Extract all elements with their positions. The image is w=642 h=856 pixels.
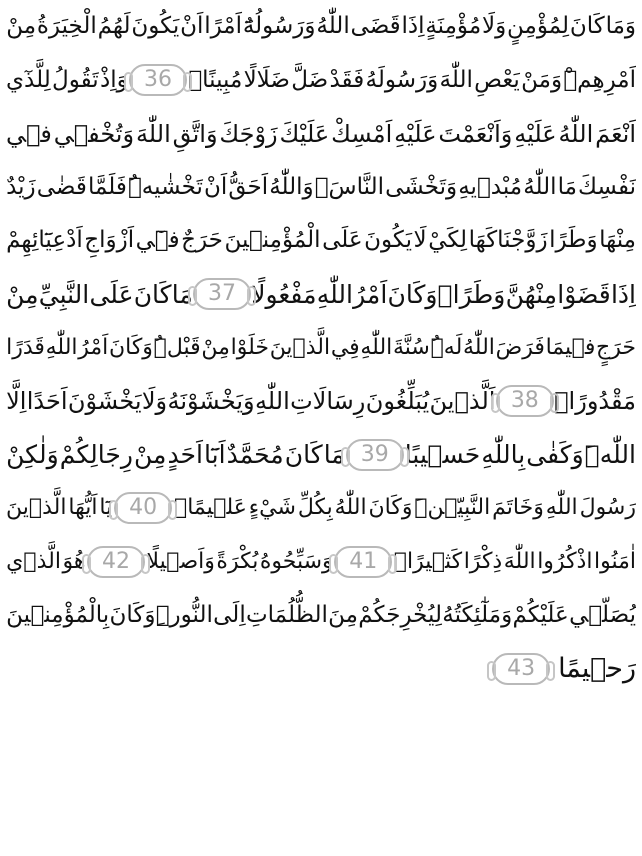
verse-word: مِنَ <box>328 601 358 628</box>
verse-word: كَانَ <box>284 440 323 470</box>
verse-word: يُصَلّٖي <box>569 601 636 628</box>
verse-word: اَنْ <box>203 173 228 200</box>
verse-word: عَلَيْكُمْ <box>512 601 569 628</box>
verse-word: لِكَيْ <box>428 227 468 254</box>
verse-word: اَحَدًا <box>26 387 68 416</box>
verse-word: اَيُّهَا <box>68 495 98 521</box>
ayah-number-marker: 37 <box>193 278 251 310</box>
text-line <box>6 0 636 54</box>
verse-word: مُبْدٖيهِ <box>458 173 523 200</box>
verse-word: فَلَمَّا <box>87 173 127 200</box>
verse-word: مِنْ <box>133 440 167 470</box>
verse-word: وَاَنْعَمْتَ <box>438 119 513 148</box>
ayah-number-marker: 43 <box>492 653 550 685</box>
verse-word: قَضٰى <box>36 173 87 200</box>
verse-word: مَا <box>323 440 345 470</box>
text-line <box>6 54 636 108</box>
verse-word: وَخَاتَمَ <box>492 495 544 521</box>
verse-word: مِنْ <box>6 13 37 40</box>
verse-word: اللّٰهَ <box>503 548 536 574</box>
verse-word: كَثٖيرًاۙ <box>393 548 463 574</box>
verse-word: بِالْمُؤْمِنٖينَ <box>6 601 110 628</box>
verse-word: عَلٖيمًا۟ <box>174 495 247 521</box>
verse-word: وَتَخْشَى <box>385 173 458 200</box>
verse-word: مِنْ <box>6 279 39 309</box>
verse-word: قَضَى <box>350 13 401 40</box>
verse-word: وَطَرًا <box>549 227 598 254</box>
verse-word: وَيَخْشَوْنَهُ <box>167 387 255 416</box>
verse-word: فٖٓي <box>135 227 180 254</box>
verse-word: وَكَانَ <box>368 495 413 521</box>
verse-word: لَهُمُ <box>97 13 131 40</box>
verse-word: اَحَدٍ <box>167 440 203 470</box>
ayah-number-marker: 41 <box>334 546 392 578</box>
verse-word: اَمْرُ <box>78 334 109 360</box>
verse-word: اللّٰهُ <box>316 13 350 40</box>
text-line <box>6 482 636 536</box>
verse-word: خَلَوْا <box>230 334 269 360</box>
verse-word: اِذَا <box>401 13 425 40</box>
verse-word: يُبَلِّغُونَ <box>365 387 430 416</box>
verse-word: اللّٰهَ <box>135 119 171 148</box>
verse-word: وَاِذْ <box>99 66 128 93</box>
verse-word: النَّبِيّٖنَۜ <box>414 495 491 521</box>
verse-word: رِجَالِكُمْ <box>59 440 133 470</box>
verse-word: وَمَلٰٓئِكَتُهُ <box>442 601 513 628</box>
verse-word: الَّذٖي <box>6 548 61 574</box>
text-line <box>6 268 636 322</box>
verse-word: يَعْصِ <box>474 66 520 93</box>
verse-word: اللّٰهُ <box>523 173 557 200</box>
verse-word: اَمْسِكْ <box>331 119 393 148</box>
verse-word: فِي <box>330 334 360 360</box>
verse-word: بُكْرَةً <box>216 548 259 574</box>
verse-word: لِمُؤْمِنٍ <box>507 13 570 40</box>
verse-word: ذِكْرًا <box>463 548 503 574</box>
verse-word: وَمَا <box>605 13 636 40</box>
verse-word: اِلَّا <box>6 387 27 416</box>
verse-word: قَبْلُۜ <box>153 334 201 360</box>
verse-word: عَلَيْهِ <box>514 119 557 148</box>
verse-word: يَخْشَوْنَ <box>67 387 142 416</box>
verse-word: وَكَفٰى <box>526 440 584 470</box>
verse-word: فٖي <box>6 119 52 148</box>
verse-word: وَلَا <box>141 387 168 416</box>
verse-word: وَمَنْ <box>521 66 563 93</box>
verse-word: وَطَرًاۜ <box>437 279 506 309</box>
verse-word: حَرَجٍ <box>596 334 636 360</box>
verse-word: مَقْدُورًاۙ <box>554 387 636 416</box>
verse-word: زَوَّجْنَاكَهَا <box>468 227 548 254</box>
verse-word: اَبَٓا <box>204 440 226 470</box>
verse-word: اَلَّذٖينَ <box>429 387 496 416</box>
verse-word: عَلَى <box>322 227 363 254</box>
verse-word: عَلَيْهِ <box>394 119 437 148</box>
verse-word: اللّٰهَ <box>439 66 473 93</box>
verse-word: مَا <box>557 173 577 200</box>
verse-word: اللّٰهِ <box>254 387 290 416</box>
text-line <box>6 589 636 643</box>
verse-word: النُّورِۜ <box>155 601 213 628</box>
verse-word: وَلٰكِنْ <box>6 440 59 470</box>
verse-word: اَدْعِيَٓائِهِمْ <box>6 227 83 254</box>
verse-word: وَاَصٖيلًا <box>146 548 215 574</box>
verse-word: يَٓا <box>99 495 113 521</box>
verse-word: اللّٰهِ <box>545 495 578 521</box>
verse-word: زَيْدٌ <box>6 173 36 200</box>
verse-word: اَمْرًا <box>204 13 242 40</box>
verse-word: النَّبِيِّ <box>38 279 90 309</box>
verse-word: تَقُولُ <box>52 66 99 93</box>
verse-word: مُبِينًاۜ <box>188 66 243 93</box>
ayah-number-marker: 42 <box>87 546 145 578</box>
verse-word: قَضَوْا <box>557 279 611 309</box>
text-line <box>6 161 636 215</box>
verse-word: الَّذٖينَ <box>269 334 331 360</box>
verse-word: اِذَا <box>610 279 636 309</box>
verse-word: وَتُخْفٖي <box>53 119 135 148</box>
verse-word: اَحَقُّ <box>228 173 269 200</box>
verse-word: اذْكُرُوا <box>537 548 593 574</box>
verse-word: الَّذٖينَ <box>6 495 67 521</box>
verse-word: اِلَى <box>213 601 246 628</box>
verse-word: اللّٰهِ <box>360 334 393 360</box>
text-line <box>6 375 636 429</box>
verse-word: رَحٖيمًا <box>558 653 636 685</box>
verse-word: فٖيمَا <box>545 334 596 360</box>
verse-word: اٰمَنُوا <box>593 548 636 574</box>
verse-word: مِنْهُنَّ <box>505 279 558 309</box>
ayah-number-marker: 36 <box>129 64 187 96</box>
verse-word: النَّاسَۚ <box>314 173 384 200</box>
verse-word: سُنَّةَ <box>393 334 430 360</box>
ayah-number-marker: 39 <box>346 439 404 471</box>
verse-word: مَفْعُولًا <box>251 279 317 309</box>
verse-word: كَانَ <box>133 279 172 309</box>
ayah-number-marker: 38 <box>496 385 554 417</box>
verse-word: عَلَيْكَ <box>279 119 330 148</box>
text-line <box>6 535 636 589</box>
verse-word: يَكُونَ <box>131 13 180 40</box>
verse-word: اَنْعَمَ <box>595 119 636 148</box>
verse-word: وَرَسُولُهُٓ <box>242 13 316 40</box>
verse-word: ضَلَّ <box>291 66 329 93</box>
verse-word: الْمُؤْمِنٖينَ <box>224 227 321 254</box>
verse-word: زَوْجَكَ <box>219 119 278 148</box>
verse-word: اَزْوَاجِ <box>84 227 135 254</box>
verse-word: هُوَ <box>62 548 86 574</box>
verse-word: لَا <box>413 227 427 254</box>
verse-word: وَكَانَ <box>387 279 438 309</box>
verse-word: رَسُولَ <box>579 495 636 521</box>
verse-word: حَسٖيبًا <box>404 440 481 470</box>
verse-word: تَخْشٰيهُۜ <box>128 173 203 200</box>
verse-word: اَنْ <box>180 13 204 40</box>
verse-word: مُؤْمِنَةٍ <box>425 13 482 40</box>
verse-word: لَهُۜ <box>430 334 463 360</box>
verse-word: عَلَى <box>89 279 134 309</box>
verse-word: قَدَرًا <box>6 334 45 360</box>
verse-word: اللّٰهَۜ <box>584 440 636 470</box>
verse-word: الْخِيَرَةُ <box>36 13 97 40</box>
verse-word: يَكُونَ <box>364 227 412 254</box>
verse-word: رِسَالَاتِ <box>290 387 366 416</box>
verse-word: مِنْ <box>201 334 230 360</box>
text-line <box>6 642 636 696</box>
verse-word: كَانَ <box>569 13 605 40</box>
verse-word: اللّٰهُ <box>334 495 367 521</box>
verse-word: لِيُخْرِجَكُمْ <box>358 601 442 628</box>
verse-word: لِلَّذٓي <box>6 66 51 93</box>
verse-word: حَرَجٌ <box>181 227 223 254</box>
text-line <box>6 321 636 375</box>
verse-word: بِاللّٰهِ <box>481 440 526 470</box>
verse-word: وَاتَّقِ <box>172 119 218 148</box>
verse-word: ضَلَالًا <box>243 66 290 93</box>
verse-word: اللّٰهُ <box>462 334 495 360</box>
verse-word: اللّٰهِ <box>316 279 353 309</box>
ayah-number-marker: 40 <box>114 492 172 524</box>
verse-word: مَا <box>171 279 193 309</box>
verse-word: فَقَدْ <box>329 66 365 93</box>
text-line <box>6 107 636 161</box>
verse-word: بِكُلِّ <box>297 495 333 521</box>
verse-word: وَلَا <box>481 13 507 40</box>
verse-word: وَكَانَ <box>108 334 153 360</box>
verse-word: مُحَمَّدٌ <box>226 440 284 470</box>
text-line <box>6 428 636 482</box>
verse-word: اللّٰهُ <box>558 119 594 148</box>
verse-word: اَمْرُ <box>353 279 388 309</box>
verse-word: شَيْءٍ <box>248 495 296 521</box>
verse-word: مِنْهَا <box>599 227 636 254</box>
verse-word: اللّٰهِ <box>45 334 78 360</box>
verse-word: نَفْسِكَ <box>578 173 636 200</box>
verse-word: وَاللّٰهُ <box>269 173 314 200</box>
verse-word: اَمْرِهِمْۜ <box>563 66 636 93</box>
text-line <box>6 214 636 268</box>
verse-word: وَرَسُولَهُ <box>365 66 439 93</box>
verse-word: الظُّلُمَاتِ <box>246 601 328 628</box>
verse-word: فَرَضَ <box>495 334 545 360</box>
verse-word: وَكَانَ <box>109 601 156 628</box>
verse-word: وَسَبِّحُوهُ <box>259 548 333 574</box>
